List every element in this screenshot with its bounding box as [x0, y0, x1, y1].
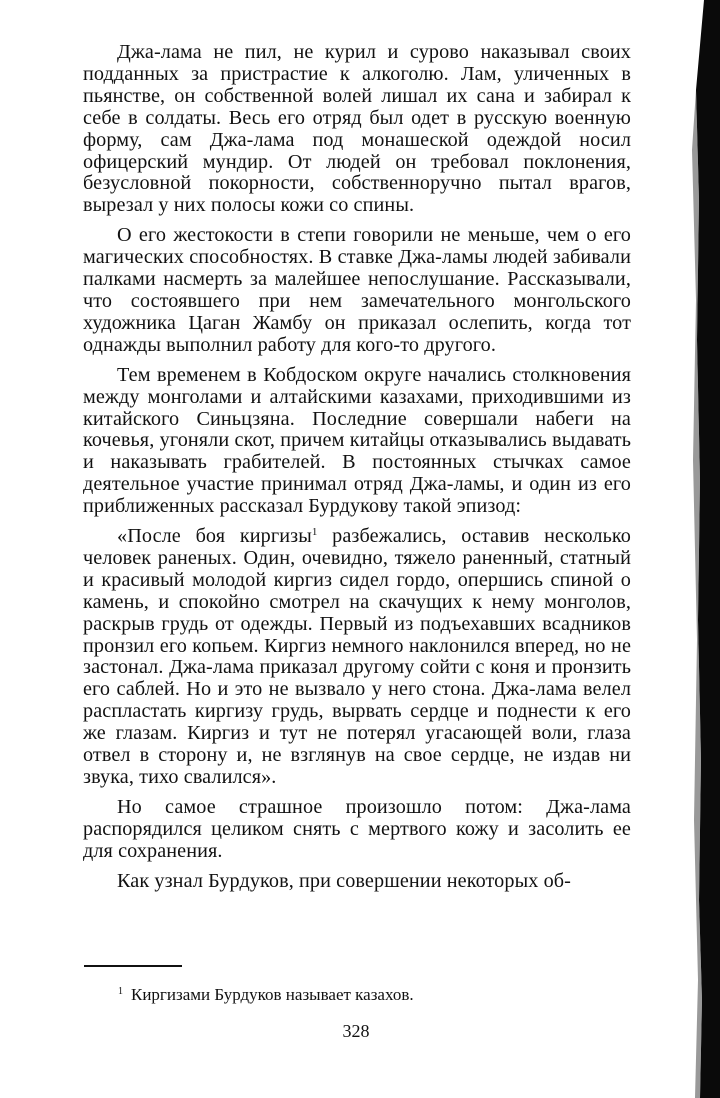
body-text: [83, 42, 631, 893]
paragraph-2: О его жестокости в степи говорили не меньше, чем о его магических способностях. В ставке Джа-ламы людей забивали палками насмерть за малейшее непослушание. Рассказывали, что состоявшего при нем замечательного монгольского художника Цаган Жамбу он приказал ослепить, когда тот однажды выполнил работу для кого-то другого.: [83, 224, 631, 356]
paragraph-1: Джа-лама не пил, не курил и сурово наказывал своих подданных за пристрастие к алкоголю. Лам, уличенных в пьянстве, он собственной волей лишал их сана и забирал к себе в солдаты. Весь его отряд был одет в русскую военную форму, сам Джа-лама под монашеской одеждой носил офицерский мундир. От людей он требовал поклонения, безусловной покорности, собственноручно пытал врагов, вырезал у них полосы кожи со спины.: [83, 41, 631, 217]
footnote: [118, 982, 618, 1005]
page-number: 328: [342, 1021, 370, 1041]
paragraph-3: Тем временем в Кобдоском округе начались столкновения между монголами и алтайскими казахами, приходившими из китайского Синьцзяна. Последние совершали набеги на кочевья, угоняли скот, причем китайцы отказывались выдавать и наказывать грабителей. В постоянных стычках самое деятельное участие принимал отряд Джа-ламы, и один из его приближенных рассказал Бурдукову такой эпизод:: [83, 363, 631, 518]
footnote-divider: [84, 965, 182, 967]
footnote-text: Киргизами Бурдуков называет казахов.: [131, 985, 414, 1004]
scan-edge-shadow: [674, 0, 720, 1098]
footnote-reference: 1: [311, 526, 318, 539]
paragraph-4-start: «После боя киргизы: [117, 525, 312, 548]
paragraph-4: [83, 526, 631, 789]
paragraph-4-rest: разбежались, оставив несколько человек раненых. Один, очевидно, тяжело раненный, статный и красивый молодой киргиз сидел гордо, опершись спиной о камень, и спокойно смотрел на скачущих к нему монголов, раскрыв грудь от одежды. Первый из подъехавших всадников пронзил его копьем. Киргиз немного наклонился вперед, но не застонал. Джа-лама приказал другому сойти с коня и пронзить его саблей. Но и это не вызвало у него стона. Джа-лама велел распластать киргизу грудь, вырвать сердце и поднести к его же глазам. Киргиз и тут не потерял угасающей воли, глаза отвел в сторону и, не взглянув на свое сердце, не издав ни звука, тихо свалился».: [83, 525, 631, 788]
footnote-mark: 1: [118, 986, 123, 997]
paragraph-5: Но самое страшное произошло потом: Джа-лама распорядился целиком снять с мертвого кожу и засолить ее для сохранения.: [83, 795, 631, 862]
paragraph-6: Как узнал Бурдуков, при совершении некоторых об-: [117, 869, 571, 892]
